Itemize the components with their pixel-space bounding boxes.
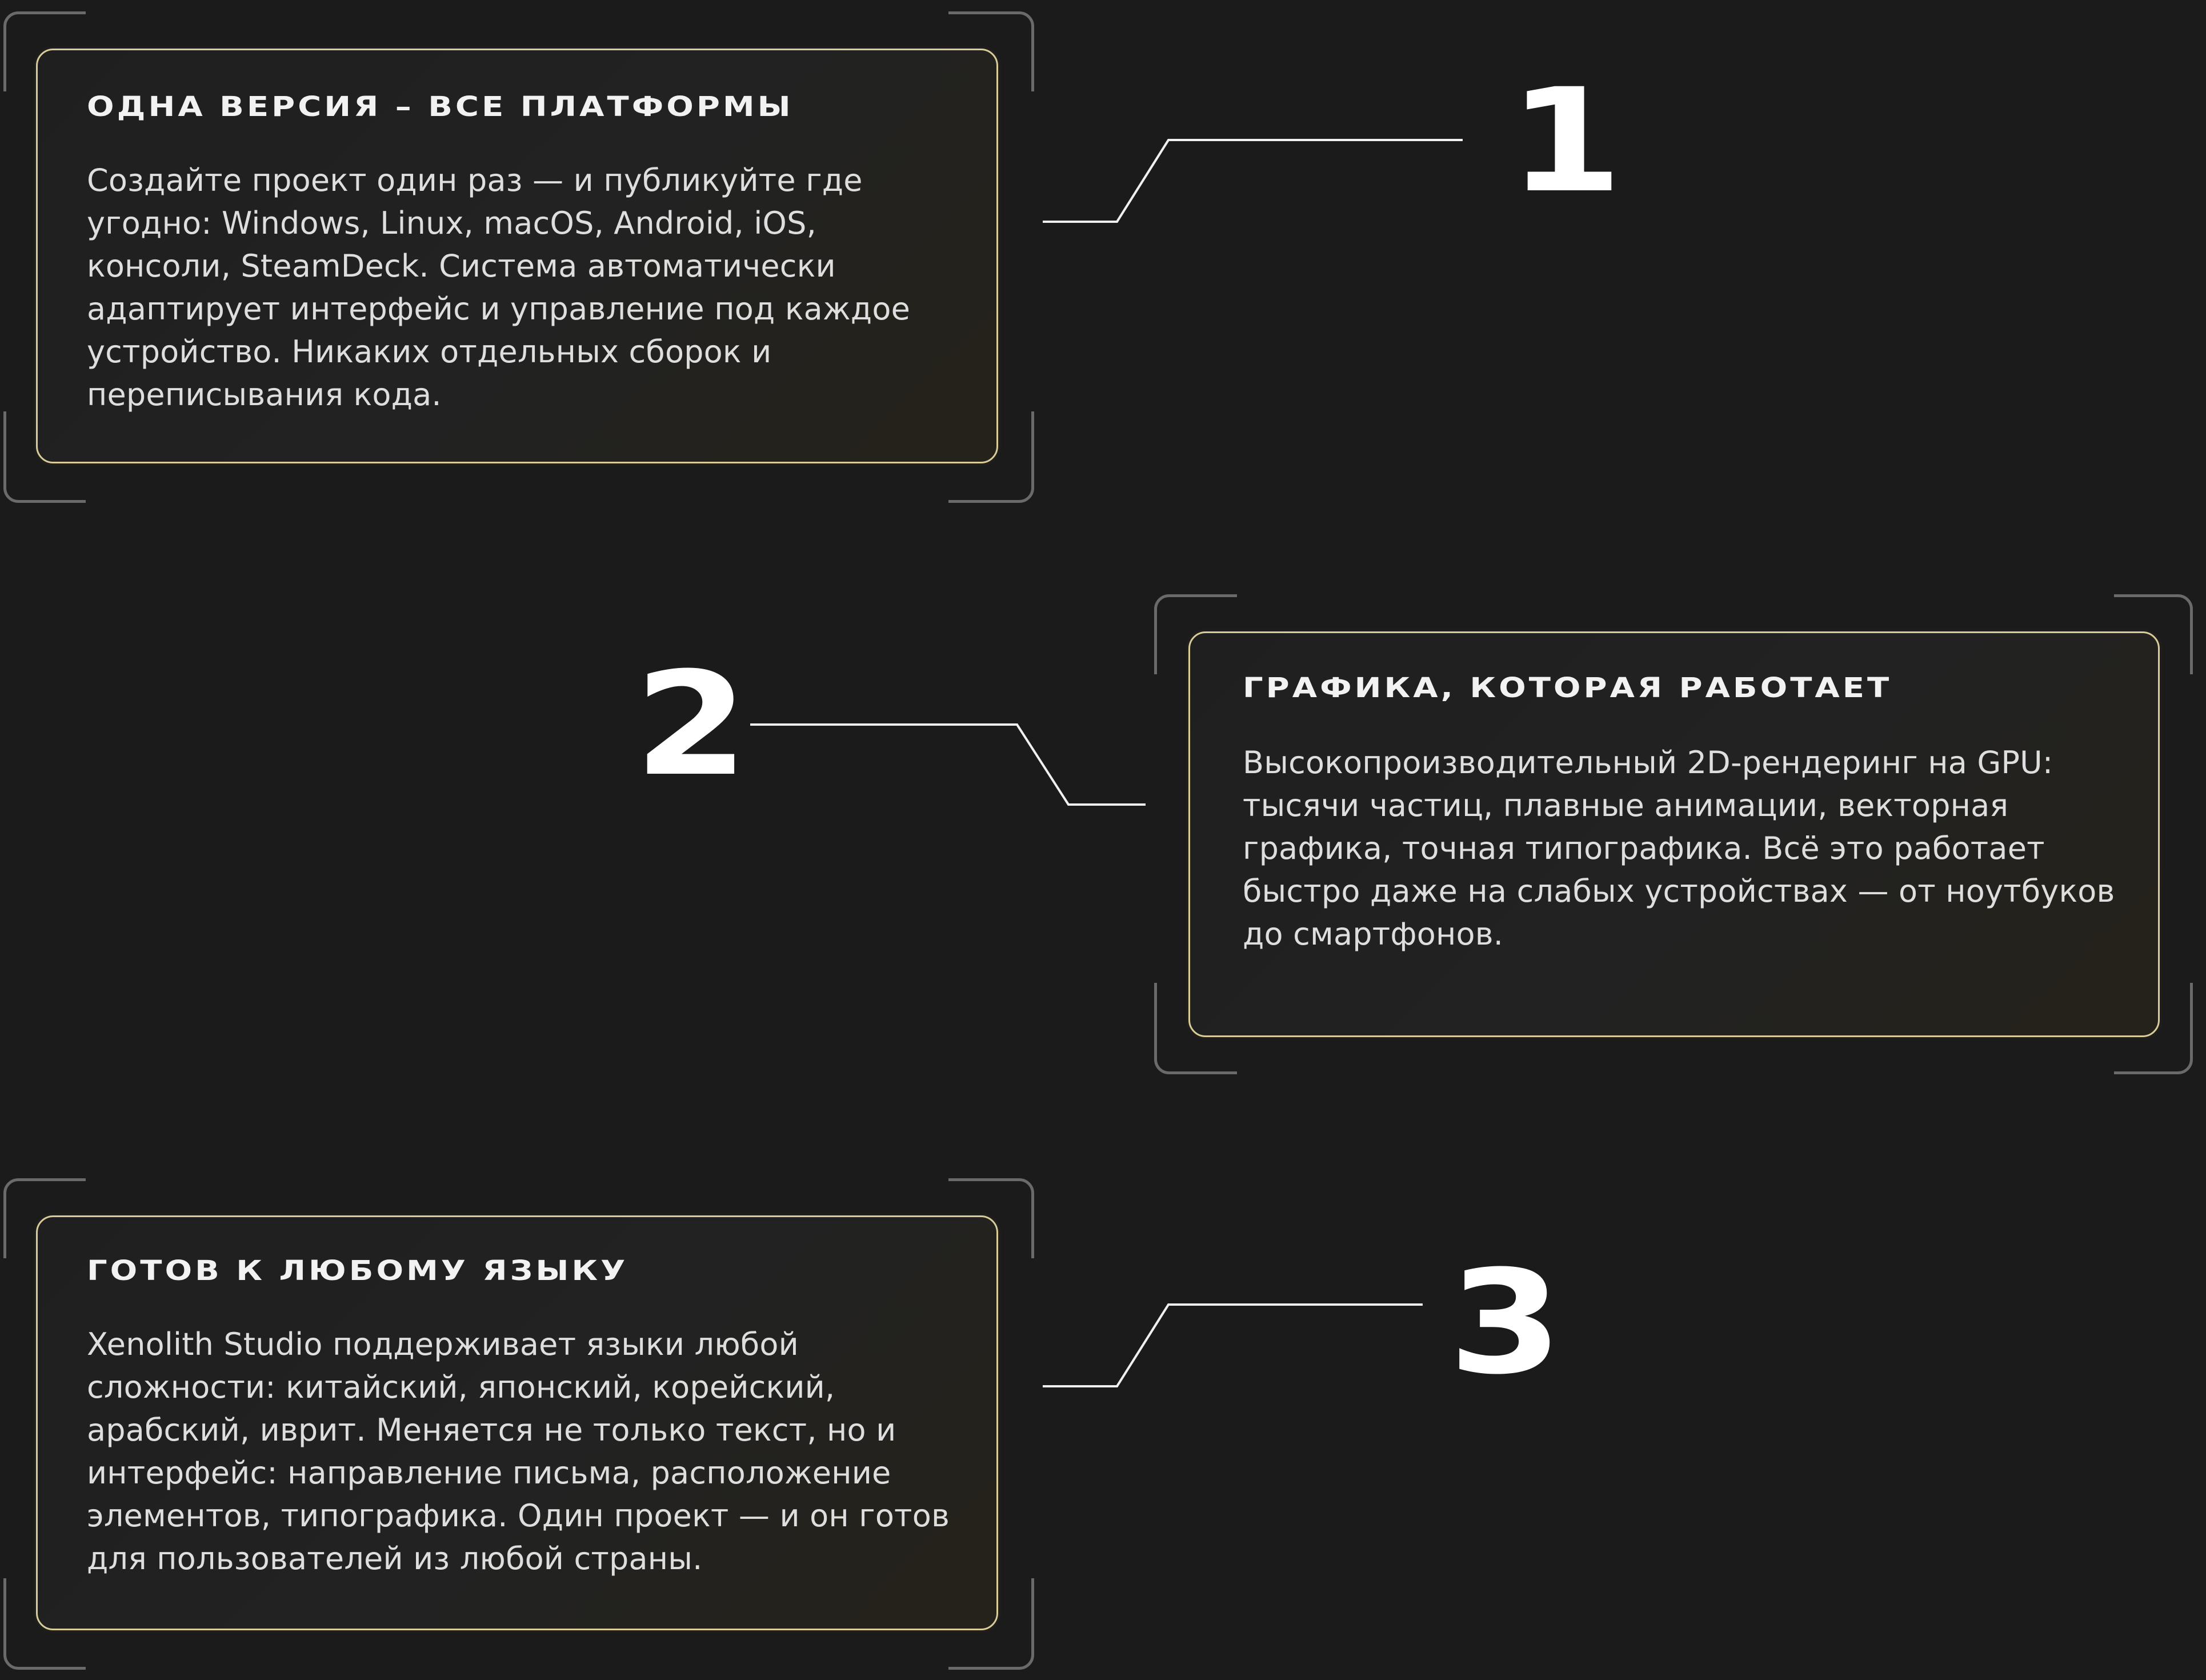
frame-gap-left bbox=[0, 1258, 11, 1578]
feature-number: 3 bbox=[1448, 1239, 1563, 1406]
frame-gap-bottom bbox=[86, 494, 948, 509]
feature-description: Создайте проект один раз — и публикуйте где угодно: Windows, Linux, macOS, Android, iOS, консоли, SteamDeck. Система автоматически адаптирует интерфейс и управление под каждое устройство. Никаких отдельных сборок и переписывания кода. bbox=[87, 162, 910, 413]
feature-1 bbox=[0, 0, 2206, 514]
feature-3 bbox=[0, 1166, 2206, 1680]
feature-number: 2 bbox=[634, 641, 749, 807]
connector-line bbox=[746, 720, 1157, 811]
connector-line bbox=[1040, 134, 1468, 226]
frame-gap-right bbox=[2184, 674, 2199, 983]
feature-2 bbox=[0, 560, 2206, 1097]
feature-title: ГРАФИКА, КОТОРАЯ РАБОТАЕТ bbox=[1243, 672, 1892, 705]
connector-line bbox=[1040, 1299, 1428, 1390]
frame-gap-top bbox=[1237, 589, 2114, 603]
frame-gap-right bbox=[1026, 1258, 1037, 1578]
feature-number: 1 bbox=[1508, 58, 1623, 224]
feature-description: Высокопроизводительный 2D-рендеринг на GPU: тысячи частиц, плавные анимации, векторная графика, точная типографика. Всё это работает быстро даже на слабых устройствах — от ноутбуков до смартфонов. bbox=[1243, 745, 2115, 952]
feature-title: ГОТОВ К ЛЮБОМУ ЯЗЫКУ bbox=[87, 1255, 628, 1287]
frame-gap-bottom bbox=[1237, 1066, 2114, 1080]
frame-gap-top bbox=[86, 6, 948, 20]
feature-title: ОДНА ВЕРСИЯ – ВСЕ ПЛАТФОРМЫ bbox=[87, 91, 794, 123]
frame-gap-top bbox=[86, 1173, 948, 1187]
feature-description: Xenolith Studio поддерживает языки любой сложности: китайский, японский, корейский, арабский, иврит. Меняется не только текст, но и интерфейс: направление письма, расположение элементов, типографика. Один проект — и он готов для пользователей из любой страны. bbox=[87, 1326, 950, 1577]
frame-gap-left bbox=[0, 91, 11, 411]
frame-gap-bottom bbox=[86, 1661, 948, 1675]
frame-gap-right bbox=[1026, 91, 1037, 411]
